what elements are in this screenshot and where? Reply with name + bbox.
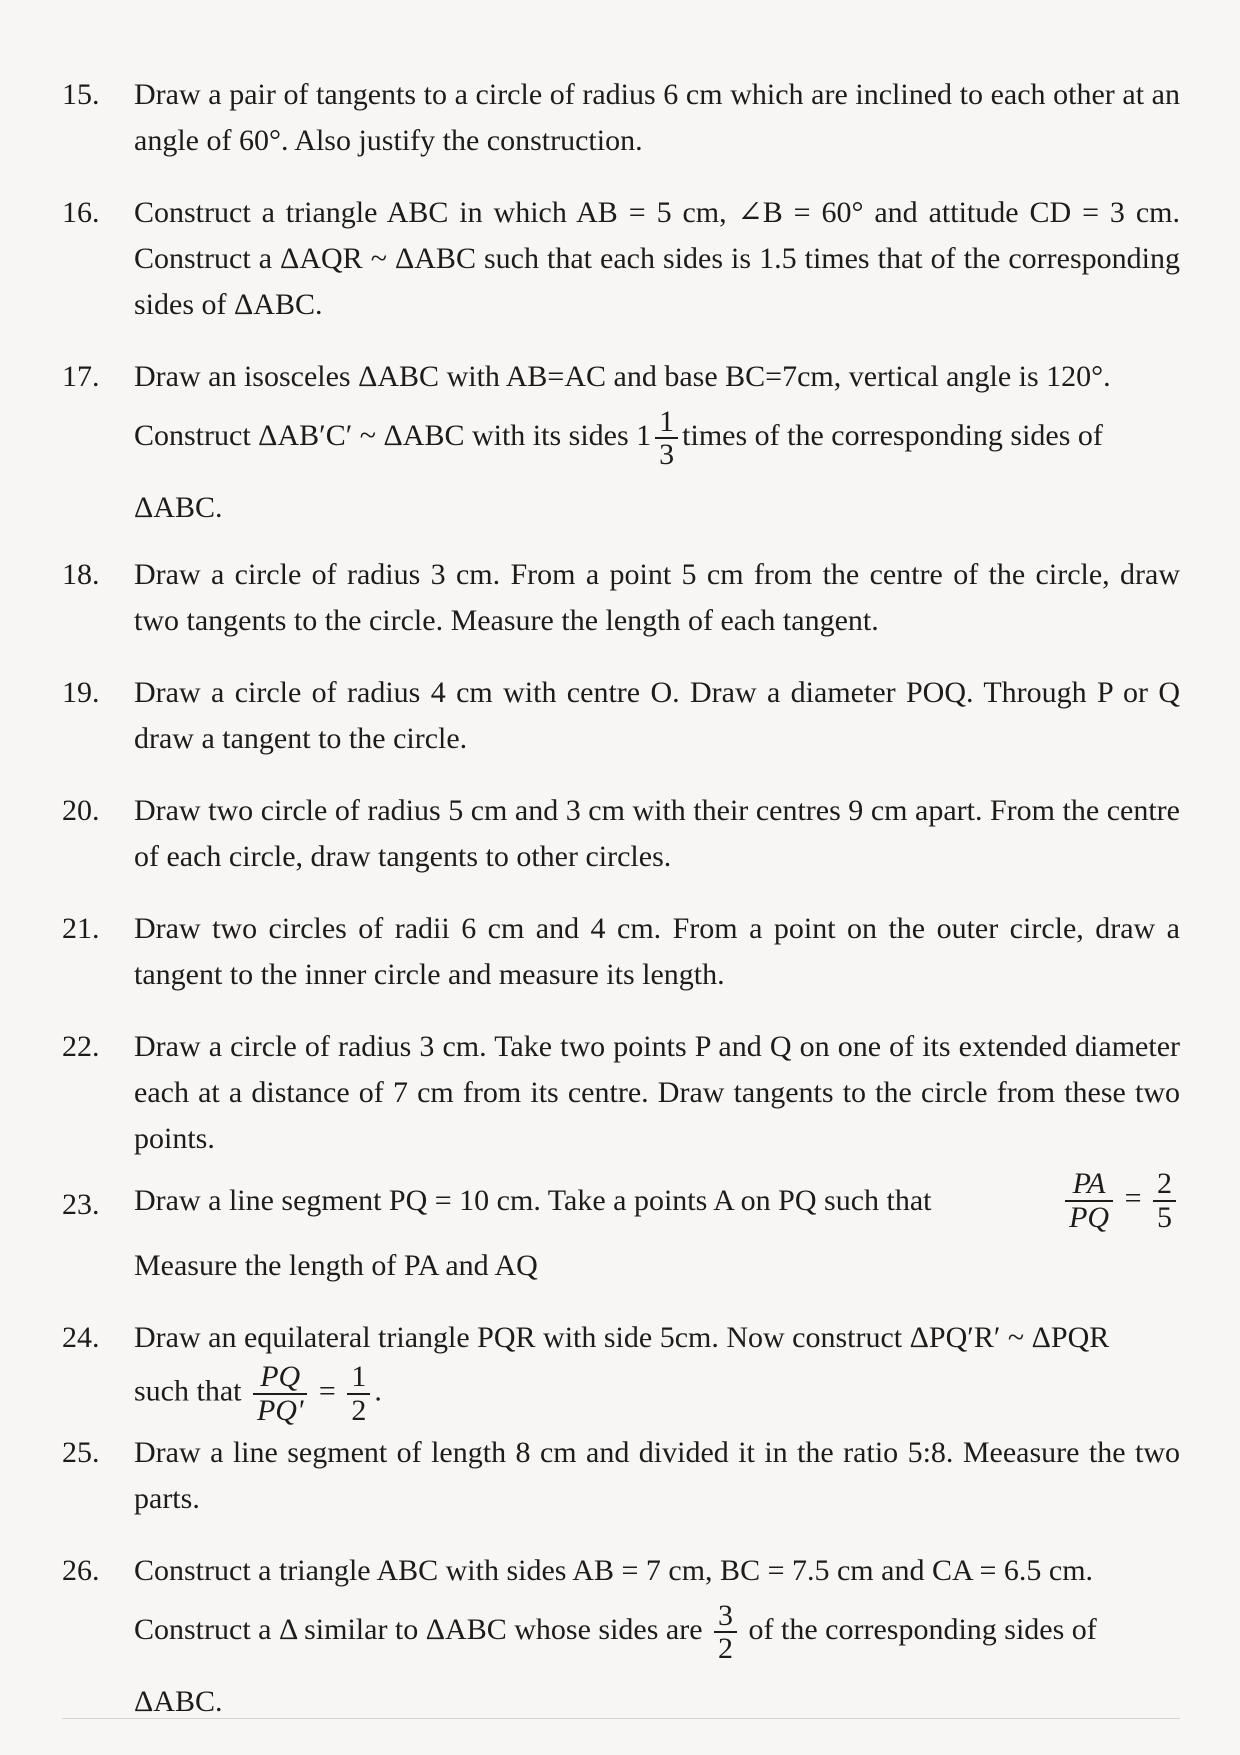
question-number: 23.: [62, 1188, 100, 1221]
fraction-pa-pq: [1065, 1168, 1113, 1233]
fraction-three-halves: [714, 1600, 737, 1665]
mixed-fraction: [655, 406, 678, 471]
fraction-denominator: 5: [1157, 1200, 1172, 1234]
question-number: 20.: [62, 794, 100, 827]
line2-prefix: Construct a Δ similar to ΔABC whose sides are: [134, 1613, 703, 1646]
line1-text: Draw a line segment PQ = 10 cm. Take a points A on PQ such that: [134, 1183, 932, 1217]
question-20: [62, 788, 1180, 880]
question-17: [62, 354, 1180, 544]
question-number: 18.: [62, 558, 100, 591]
question-23: [62, 1168, 1180, 1289]
fraction-numerator: 1: [655, 406, 678, 440]
fraction-denominator: PQ': [256, 1393, 304, 1427]
question-text-line2: [134, 1594, 1180, 1666]
question-text-line1: Draw an equilateral triangle PQR with side 5cm. Now construct ΔPQ′R′ ~ ΔPQR: [134, 1321, 1110, 1354]
fraction-denominator: 2: [351, 1393, 367, 1427]
question-text: Draw a line segment of length 8 cm and divided it in the ratio 5:8. Meeasure the two parts.: [134, 1436, 1180, 1515]
question-text-line2: [134, 400, 1180, 472]
question-text: Construct a triangle ABC in which AB = 5 cm, ∠B = 60° and attitude CD = 3 cm. Construct a ΔAQR ~ ΔABC such that each sides is 1.5 times that of the corresponding sides of ΔABC.: [134, 196, 1180, 321]
equals-sign: =: [318, 1374, 336, 1408]
question-text: Draw two circles of radii 6 cm and 4 cm. From a point on the outer circle, draw a tangent to the inner circle and measure its length.: [134, 912, 1180, 991]
question-text: Draw a circle of radius 4 cm with centre O. Draw a diameter POQ. Through P or Q draw a tangent to the circle.: [134, 676, 1180, 755]
line2-suffix: times of the corresponding sides of: [682, 419, 1103, 452]
question-number: 24.: [62, 1321, 100, 1354]
question-text-line1: [134, 1168, 1180, 1233]
question-18: [62, 552, 1180, 644]
page-bottom-rule: [62, 1718, 1180, 1719]
question-text-line3: ΔABC.: [134, 491, 223, 524]
question-text-line3: ΔABC.: [134, 1685, 223, 1718]
question-number: 25.: [62, 1436, 100, 1469]
fraction-two-fifths: [1153, 1168, 1176, 1233]
fraction-denominator: 3: [659, 438, 675, 472]
fraction-numerator: PA: [1065, 1168, 1113, 1202]
question-26: [62, 1548, 1180, 1738]
fraction-numerator: 2: [1153, 1168, 1176, 1202]
question-number: 15.: [62, 78, 100, 111]
question-number: 19.: [62, 676, 100, 709]
question-text: Draw a pair of tangents to a circle of radius 6 cm which are inclined to each other at an angle of 60°. Also justify the construction.: [134, 78, 1180, 157]
question-text-line2: [134, 1361, 1180, 1426]
question-text: Draw two circle of radius 5 cm and 3 cm with their centres 9 cm apart. From the centre of each circle, draw tangents to other circles.: [134, 794, 1180, 873]
question-number: 21.: [62, 912, 100, 945]
question-21: [62, 906, 1180, 998]
question-text-line1: Draw an isosceles ΔABC with AB=AC and base BC=7cm, vertical angle is 120°.: [134, 360, 1111, 393]
question-24: [62, 1315, 1180, 1426]
fraction-numerator: PQ: [253, 1361, 307, 1395]
line2-prefix: Construct ΔAB′C′ ~ ΔABC with its sides 1: [134, 419, 652, 452]
question-25: [62, 1430, 1180, 1522]
equals-sign: =: [1124, 1181, 1142, 1215]
question-22: [62, 1024, 1180, 1162]
fraction-numerator: 3: [714, 1600, 737, 1634]
question-15: [62, 72, 1180, 164]
question-text: Draw a circle of radius 3 cm. From a point 5 cm from the centre of the circle, draw two tangents to the circle. Measure the length of each tangent.: [134, 558, 1180, 637]
line2-prefix: such that: [134, 1374, 242, 1408]
fraction-denominator: 2: [718, 1632, 734, 1666]
question-text: Draw a circle of radius 3 cm. Take two points P and Q on one of its extended diameter each at a distance of 7 cm from its centre. Draw tangents to the circle from these two points.: [134, 1030, 1180, 1155]
fraction-pq-pq-prime: [253, 1361, 307, 1426]
question-19: [62, 670, 1180, 762]
question-number: 17.: [62, 360, 100, 393]
fraction-one-half: [347, 1361, 370, 1426]
question-number: 16.: [62, 196, 100, 229]
question-text-line2: Measure the length of PA and AQ: [134, 1249, 538, 1282]
question-number: 26.: [62, 1554, 100, 1587]
fraction-numerator: 1: [347, 1361, 370, 1395]
line2-suffix: of the corresponding sides of: [748, 1613, 1097, 1646]
fraction-denominator: PQ: [1069, 1200, 1110, 1234]
question-text-line1: Construct a triangle ABC with sides AB = 7 cm, BC = 7.5 cm and CA = 6.5 cm.: [134, 1554, 1094, 1587]
question-16: [62, 190, 1180, 328]
line2-suffix: .: [374, 1374, 382, 1408]
question-number: 22.: [62, 1030, 100, 1063]
